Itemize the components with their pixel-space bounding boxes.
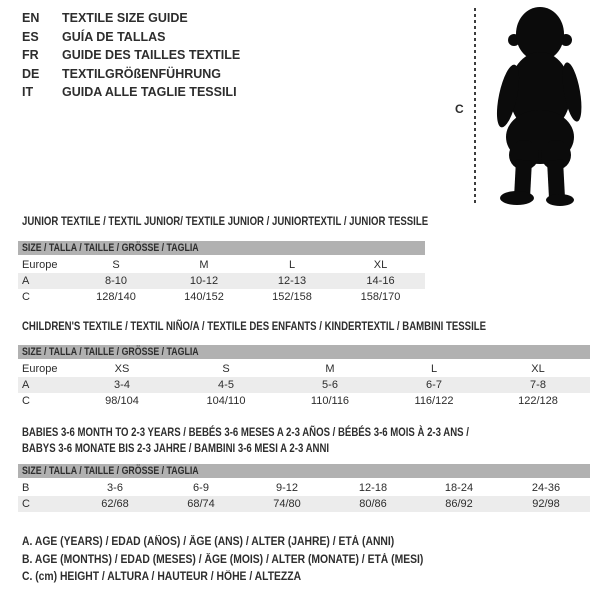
size-cell: 62/68 (101, 498, 129, 510)
size-cell: 128/140 (96, 291, 136, 303)
size-cell: 116/122 (414, 395, 454, 407)
size-cell: 7-8 (530, 379, 546, 391)
row-label: Europe (22, 363, 58, 375)
babies-section-title: BABIES 3-6 MONTH TO 2-3 YEARS / BEBÉS 3-6 MESES A 2-3 AÑOS / BÉBÉS 3-6 MOIS À 2-3 ANS / BABYS 3-6 MONATE BIS 2-3 JAHRE / BAMBINI 3-6 MESI A 2-3 ANNI (22, 425, 469, 455)
size-cell: 152/158 (272, 291, 312, 303)
size-cell: 86/92 (445, 498, 473, 510)
children-section-title: CHILDREN'S TEXTILE / TEXTIL NIÑO/A / TEXTILE DES ENFANTS / KINDERTEXTIL / BAMBINI TESSILE (22, 319, 487, 333)
size-cell: 104/110 (206, 395, 246, 407)
size-cell: 68/74 (187, 498, 215, 510)
table-row (18, 480, 590, 496)
row-label: Europe (22, 259, 58, 271)
table-row (18, 289, 425, 305)
note-age-months: B. AGE (MONTHS) / EDAD (MESES) / ÂGE (MOIS) / ALTER (MONATE) / ETÀ (MESI) (22, 553, 424, 566)
table-row (18, 377, 590, 393)
size-cell: 18-24 (444, 482, 474, 494)
size-cell: 12-18 (358, 482, 388, 494)
size-cell: 6-9 (193, 482, 209, 494)
size-cell: 140/152 (184, 291, 224, 303)
table-row (18, 361, 590, 377)
language-code: DE (22, 66, 40, 81)
row-label: C (22, 291, 30, 303)
size-cell: 74/80 (273, 498, 301, 510)
size-cell: 92/98 (532, 498, 560, 510)
list-item (22, 83, 240, 102)
size-cell: 12-13 (277, 275, 307, 287)
size-cell: S (112, 259, 120, 271)
row-label: C (22, 395, 30, 407)
size-cell: 9-12 (275, 482, 299, 494)
list-item (22, 65, 240, 84)
language-title: GUIDA ALLE TAGLIE TESSILI (62, 85, 237, 99)
language-title: TEXTILE SIZE GUIDE (62, 11, 188, 25)
size-cell: 24-36 (531, 482, 561, 494)
children-size-table (18, 345, 590, 409)
list-item (22, 28, 240, 47)
list-item (22, 46, 240, 65)
size-cell: L (430, 363, 438, 375)
babies-size-table (18, 464, 590, 512)
size-cell: M (199, 259, 209, 271)
size-cell: 158/170 (360, 291, 401, 303)
size-cell: 3-6 (107, 482, 123, 494)
height-measure-label: C (455, 102, 464, 116)
size-cell: S (222, 363, 230, 375)
row-label: A (22, 379, 30, 391)
language-title: GUIDE DES TAILLES TEXTILE (62, 48, 241, 62)
table-row (18, 393, 590, 409)
size-header-bar: SIZE / TALLA / TAILLE / GRÖSSE / TAGLIA (18, 464, 590, 478)
language-title: TEXTILGRÖßENFÜHRUNG (62, 66, 222, 81)
junior-section-title: JUNIOR TEXTILE / TEXTIL JUNIOR/ TEXTILE JUNIOR / JUNIORTEXTIL / JUNIOR TESSILE (22, 214, 429, 228)
size-cell: 8-10 (104, 275, 128, 287)
legend-notes (22, 534, 468, 587)
note-age-years: A. AGE (YEARS) / EDAD (AÑOS) / ÂGE (ANS) / ALTER (JAHRE) / ETÀ (ANNI) (22, 536, 395, 548)
size-cell: 5-6 (322, 379, 338, 391)
language-code: FR (22, 48, 39, 62)
size-cell: XL (373, 259, 388, 271)
size-cell: XL (531, 363, 545, 375)
language-title: GUÍA DE TALLAS (62, 29, 166, 44)
note-height-cm: C. (cm) HEIGHT / ALTURA / HAUTEUR / HÖHE / ALTEZZA (22, 571, 302, 583)
size-cell: 122/128 (518, 395, 558, 407)
language-code: IT (22, 85, 34, 99)
size-header-bar: SIZE / TALLA / TAILLE / GRÖSSE / TAGLIA (18, 241, 425, 255)
size-cell: 3-4 (114, 379, 130, 391)
size-cell: 14-16 (366, 275, 395, 287)
row-label: A (22, 275, 30, 287)
size-cell: L (288, 259, 296, 271)
toddler-silhouette-icon (486, 4, 596, 209)
size-cell: 10-12 (189, 275, 219, 287)
list-item (22, 9, 240, 28)
language-code: EN (22, 11, 40, 25)
table-row (18, 273, 425, 289)
table-row (18, 257, 425, 273)
size-cell: 80/86 (359, 498, 387, 510)
size-header-bar: SIZE / TALLA / TAILLE / GRÖSSE / TAGLIA (18, 345, 590, 359)
language-title-list (22, 9, 240, 102)
row-label: C (22, 498, 30, 510)
size-cell: 6-7 (426, 379, 442, 391)
language-code: ES (22, 29, 39, 44)
table-row (18, 496, 590, 512)
row-label: B (22, 482, 30, 494)
size-cell: 110/116 (310, 395, 350, 407)
size-cell: 4-5 (218, 379, 234, 391)
junior-size-table (18, 241, 425, 305)
size-cell: M (325, 363, 335, 375)
height-measure-dotted-line (474, 8, 476, 206)
size-cell: 98/104 (105, 395, 139, 407)
size-cell: XS (114, 363, 130, 375)
